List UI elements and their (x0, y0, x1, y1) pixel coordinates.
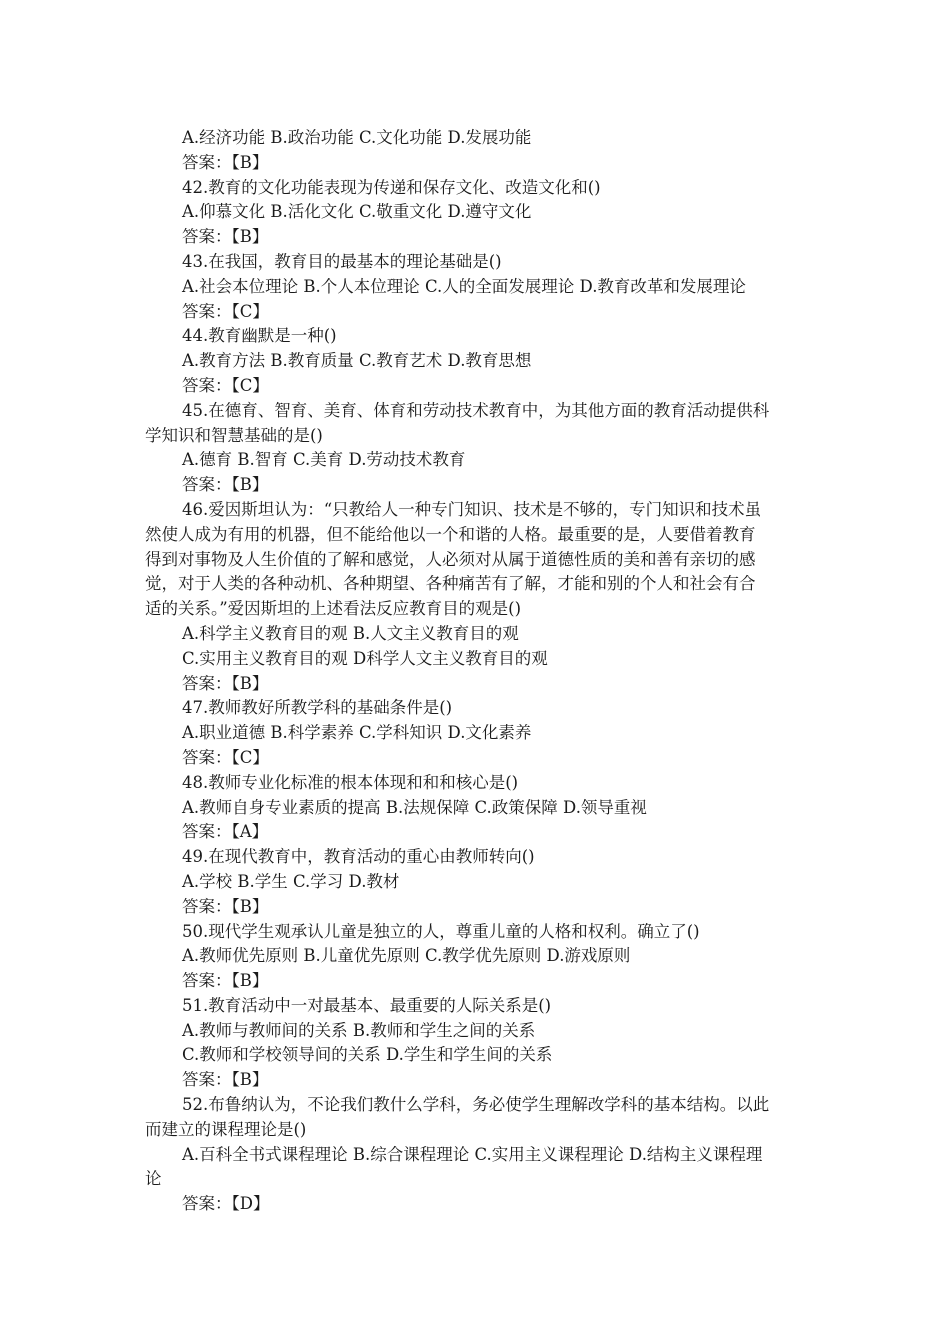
text-line: 答案：【B】 (182, 152, 269, 172)
text-line: C.实用主义教育目的观 D科学人文主义教育目的观 (182, 648, 548, 668)
question-list (145, 126, 807, 1217)
text-line: 49.在现代教育中，教育活动的重心由教师转向() (182, 847, 535, 867)
text-line: 答案：【D】 (182, 1194, 270, 1214)
text-line: 答案：【C】 (182, 747, 269, 767)
text-line: 50.现代学生观承认儿童是独立的人，尊重儿童的人格和权利。确立了() (182, 921, 700, 941)
text-line: 答案：【C】 (182, 301, 269, 321)
text-line: 43.在我国，教育目的最基本的理论基础是() (182, 251, 502, 271)
text-line: A.仰慕文化 B.活化文化 C.敬重文化 D.遵守文化 (182, 202, 532, 222)
text-line: 44.教育幽默是一种() (182, 326, 337, 346)
text-line: A.职业道德 B.科学素养 C.学科知识 D.文化素养 (182, 723, 532, 743)
text-line: A.学校 B.学生 C.学习 D.教材 (182, 871, 400, 891)
text-line: 学知识和智慧基础的是() (145, 425, 323, 445)
text-line: A.德育 B.智育 C.美育 D.劳动技术教育 (182, 450, 466, 470)
text-line: 答案：【B】 (182, 227, 269, 247)
text-line: A.社会本位理论 B.个人本位理论 C.人的全面发展理论 D.教育改革和发展理论 (182, 276, 746, 296)
text-line: 然使人成为有用的机器，但不能给他以一个和谐的人格。最重要的是，人要借着教育 (145, 524, 756, 544)
text-line: A.科学主义教育目的观 B.人文主义教育目的观 (182, 623, 519, 643)
text-line: 答案：【B】 (182, 475, 269, 495)
text-line: 46.爱因斯坦认为：“只教给人一种专门知识、技术是不够的，专门知识和技术虽 (182, 499, 762, 519)
text-line: 51.教育活动中一对最基本、最重要的人际关系是() (182, 995, 552, 1015)
text-line: 觉，对于人类的各种动机、各种期望、各种痛苦有了解，才能和别的个人和社会有合 (145, 574, 756, 594)
text-line: A.教师自身专业素质的提高 B.法规保障 C.政策保障 D.领导重视 (182, 797, 647, 817)
text-line: C.教师和学校领导间的关系 D.学生和学生间的关系 (182, 1045, 553, 1065)
text-line: A.教师优先原则 B.儿童优先原则 C.教学优先原则 D.游戏原则 (182, 946, 631, 966)
text-line: 答案：【B】 (182, 896, 269, 916)
text-line: 47.教师教好所教学科的基础条件是() (182, 698, 453, 718)
text-line: A.百科全书式课程理论 B.综合课程理论 C.实用主义课程理论 D.结构主义课程理 (182, 1144, 763, 1164)
text-line: 而建立的课程理论是() (145, 1119, 307, 1139)
text-line: A.经济功能 B.政治功能 C.文化功能 D.发展功能 (182, 128, 532, 147)
text-line: 答案：【B】 (182, 1070, 269, 1090)
text-line: 45.在德育、智育、美育、体育和劳动技术教育中，为其他方面的教育活动提供科 (182, 400, 770, 420)
text-line: 论 (145, 1169, 162, 1189)
text-line: 48.教师专业化标准的根本体现和和和核心是() (182, 772, 519, 792)
text-line: 42.教育的文化功能表现为传递和保存文化、改造文化和() (182, 177, 601, 197)
text-line: A.教师与教师间的关系 B.教师和学生之间的关系 (182, 1020, 536, 1040)
text-line: 52.布鲁纳认为，不论我们教什么学科，务必使学生理解改学科的基本结构。以此 (182, 1095, 770, 1115)
text-line: 答案：【B】 (182, 971, 269, 991)
text-line: 答案：【B】 (182, 673, 269, 693)
text-line: A.教育方法 B.教育质量 C.教育艺术 D.教育思想 (182, 351, 532, 371)
text-line: 得到对事物及人生价值的了解和感觉，人必须对从属于道德性质的美和善有亲切的感 (145, 549, 756, 569)
text-line: 答案：【C】 (182, 375, 269, 395)
text-line: 答案：【A】 (182, 822, 269, 842)
text-line: 适的关系。”爱因斯坦的上述看法反应教育目的观是() (145, 599, 522, 619)
